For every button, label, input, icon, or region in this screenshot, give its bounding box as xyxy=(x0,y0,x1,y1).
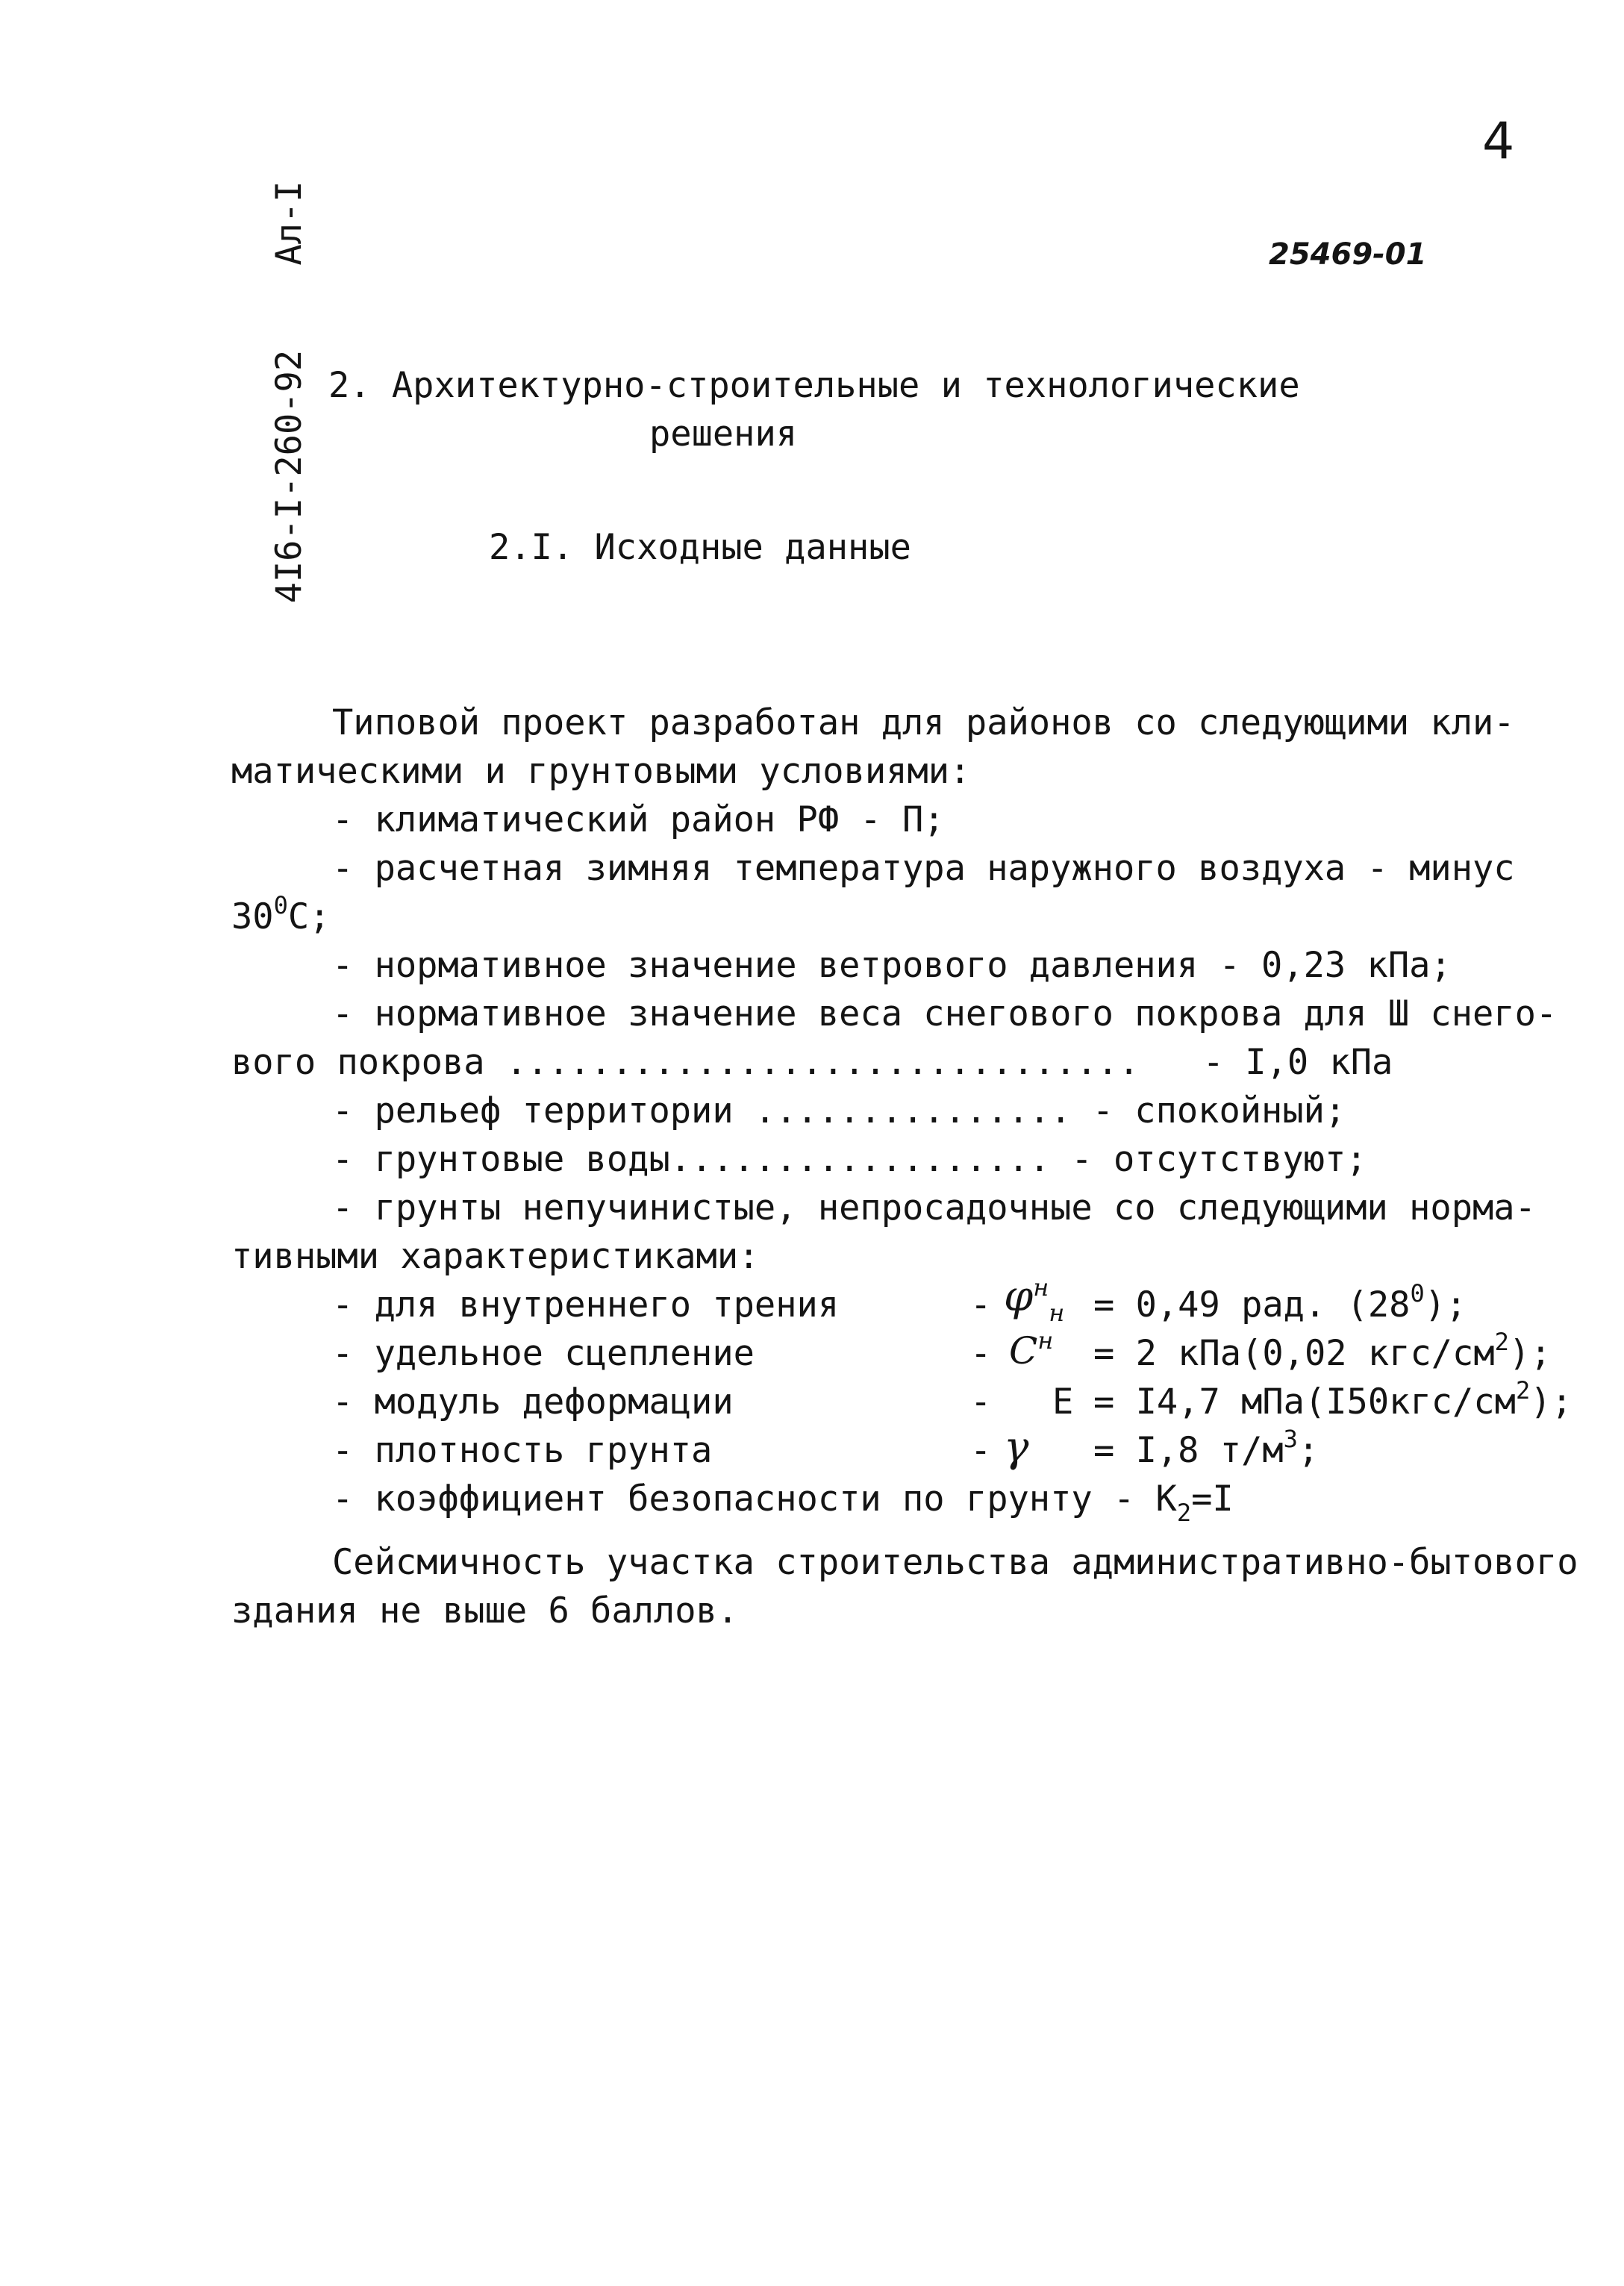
soil-char-value: = I,8 $т/м^3$; xyxy=(1093,1425,1320,1471)
seismic-line-1: Сейсмичность участка строительства административно-бытового xyxy=(332,1542,1578,1583)
relief: - рельеф территории ............... - спокойный; xyxy=(332,1090,1346,1131)
soil-char-label: - для внутреннего трения xyxy=(332,1284,840,1325)
soil-char-label: - плотность грунта xyxy=(332,1430,713,1471)
side-stamp-album: Ал-I xyxy=(269,181,310,266)
document-code: 25469-01 xyxy=(1269,237,1427,272)
soil-char-value: = 2 кПа(0,02 кгс/$см^2$); xyxy=(1093,1328,1552,1374)
soil-char-dash: - xyxy=(970,1284,992,1325)
climate-region: - климатический район РФ - П; xyxy=(332,799,945,840)
side-stamp xyxy=(228,181,310,646)
soils-line-2: тивными характеристиками: xyxy=(231,1236,760,1277)
subsection-title: 2.I. Исходные данные xyxy=(489,527,911,568)
soil-char-dash: - xyxy=(970,1430,992,1471)
soil-char-symbol: E xyxy=(1052,1381,1074,1422)
soils-line-1: - грунты непучинистые, непросадочные со следующими норма- xyxy=(332,1187,1536,1228)
soil-char-label: - удельное сцепление xyxy=(332,1333,755,1374)
soil-char-dash: - xyxy=(970,1381,992,1422)
soil-char-value: = I4,7 $мПа(I50кгс/см^2)$; xyxy=(1093,1376,1573,1422)
safety-coefficient: - коэффициент безопасности по грунту - $К_2=I$ xyxy=(332,1478,1234,1527)
groundwater: - грунтовые воды.................. - отсутствуют; xyxy=(332,1139,1367,1180)
intro-line-2: матическими и грунтовыми условиями: xyxy=(231,751,971,792)
snow-load-value: вого покрова .............................. - I,0 кПа xyxy=(231,1042,1393,1083)
soil-char-label: - модуль деформации xyxy=(332,1381,734,1422)
soil-char-symbol: $C^н$ xyxy=(1009,1326,1054,1372)
intro-line-1: Типовой проект разработан для районов со следующими кли- xyxy=(332,702,1515,743)
soil-char-symbol: γ xyxy=(1004,1423,1029,1472)
seismic-line-2: здания не выше 6 баллов. xyxy=(231,1590,739,1631)
side-stamp-series: 4I6-I-260-92 xyxy=(269,349,310,604)
wind-pressure: - нормативное значение ветрового давления - 0,23 кПа; xyxy=(332,945,1452,986)
section-title-continued: решения xyxy=(649,413,798,455)
section-title: 2. Архитектурно-строительные и технологические xyxy=(328,365,1300,406)
soil-char-dash: - xyxy=(970,1333,992,1374)
winter-temperature-value: $30^0С$; xyxy=(231,891,331,937)
soil-char-value: = 0,49 рад. $(28^0)$; xyxy=(1093,1279,1467,1325)
soil-char-symbol: $\varphi^н_н$ xyxy=(1004,1272,1065,1327)
page-number: 4 xyxy=(1482,112,1515,171)
snow-load: - нормативное значение веса снегового покрова для Ш снего- xyxy=(332,993,1558,1034)
winter-temperature: - расчетная зимняя температура наружного воздуха - минус xyxy=(332,848,1515,889)
